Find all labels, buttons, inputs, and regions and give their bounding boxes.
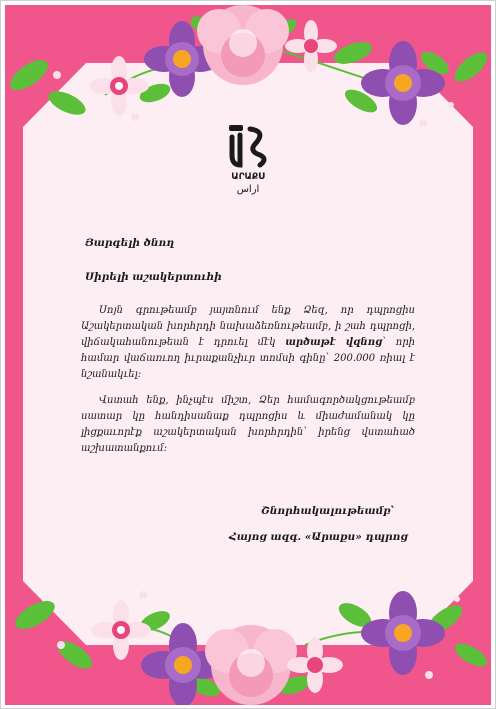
pink-flower-icon [89, 56, 149, 116]
letter-sign-thanks: Շնորհակալութեամբ՝ [261, 505, 394, 517]
purple-flower-icon [361, 591, 445, 675]
letter-greeting: Յարգելի ծնող [85, 237, 175, 249]
top-floral-decoration [5, 5, 491, 135]
pink-rose-icon [197, 5, 289, 85]
paragraph-1-text-end: ՝ որի համար վաճառւող իւրաքանչիւր տոմսի գինը՝ 200.000 ռիալ է նշանակւել։ [81, 337, 415, 380]
logo-brand-arabic-text: اراس [236, 184, 260, 195]
letter-body [81, 235, 415, 467]
school-logo [220, 119, 276, 195]
logo-brand-text: ԱՐԱՔՍ [231, 172, 265, 182]
letter-sign-school: Հայոց ազգ. «Արաքս» դպրոց [229, 531, 408, 543]
paragraph-1-text-start: Սոյն գրութեամբ յայտնում ենք Ձեզ, որ դպրոցիս Աշակերտական խորհրդի նախաձեռնութեամբ, ի շահ դպրոցի, վիճակահանութեան է դրուել մէկ [81, 305, 415, 348]
pink-flower-icon [91, 600, 151, 660]
highlighted-prize-text: արծաթէ վզնոց [285, 337, 383, 348]
letter-paragraph-2: Վստահ ենք, ինչպէս միշտ, Ձեր համագործակցութեամբ սատար կը հանդիսանաք դպրոցիս և միաժամանակ կը լիցքաւորէք աշակերտական խորհրդին՝ իրենց վստահած աշխատանքում։ [81, 395, 415, 454]
bottom-floral-decoration [5, 575, 491, 705]
letter-card [5, 5, 491, 705]
letter-addressee: Սիրելի աշակերտուհի [85, 271, 222, 283]
letter-paragraph-1 [81, 303, 415, 383]
